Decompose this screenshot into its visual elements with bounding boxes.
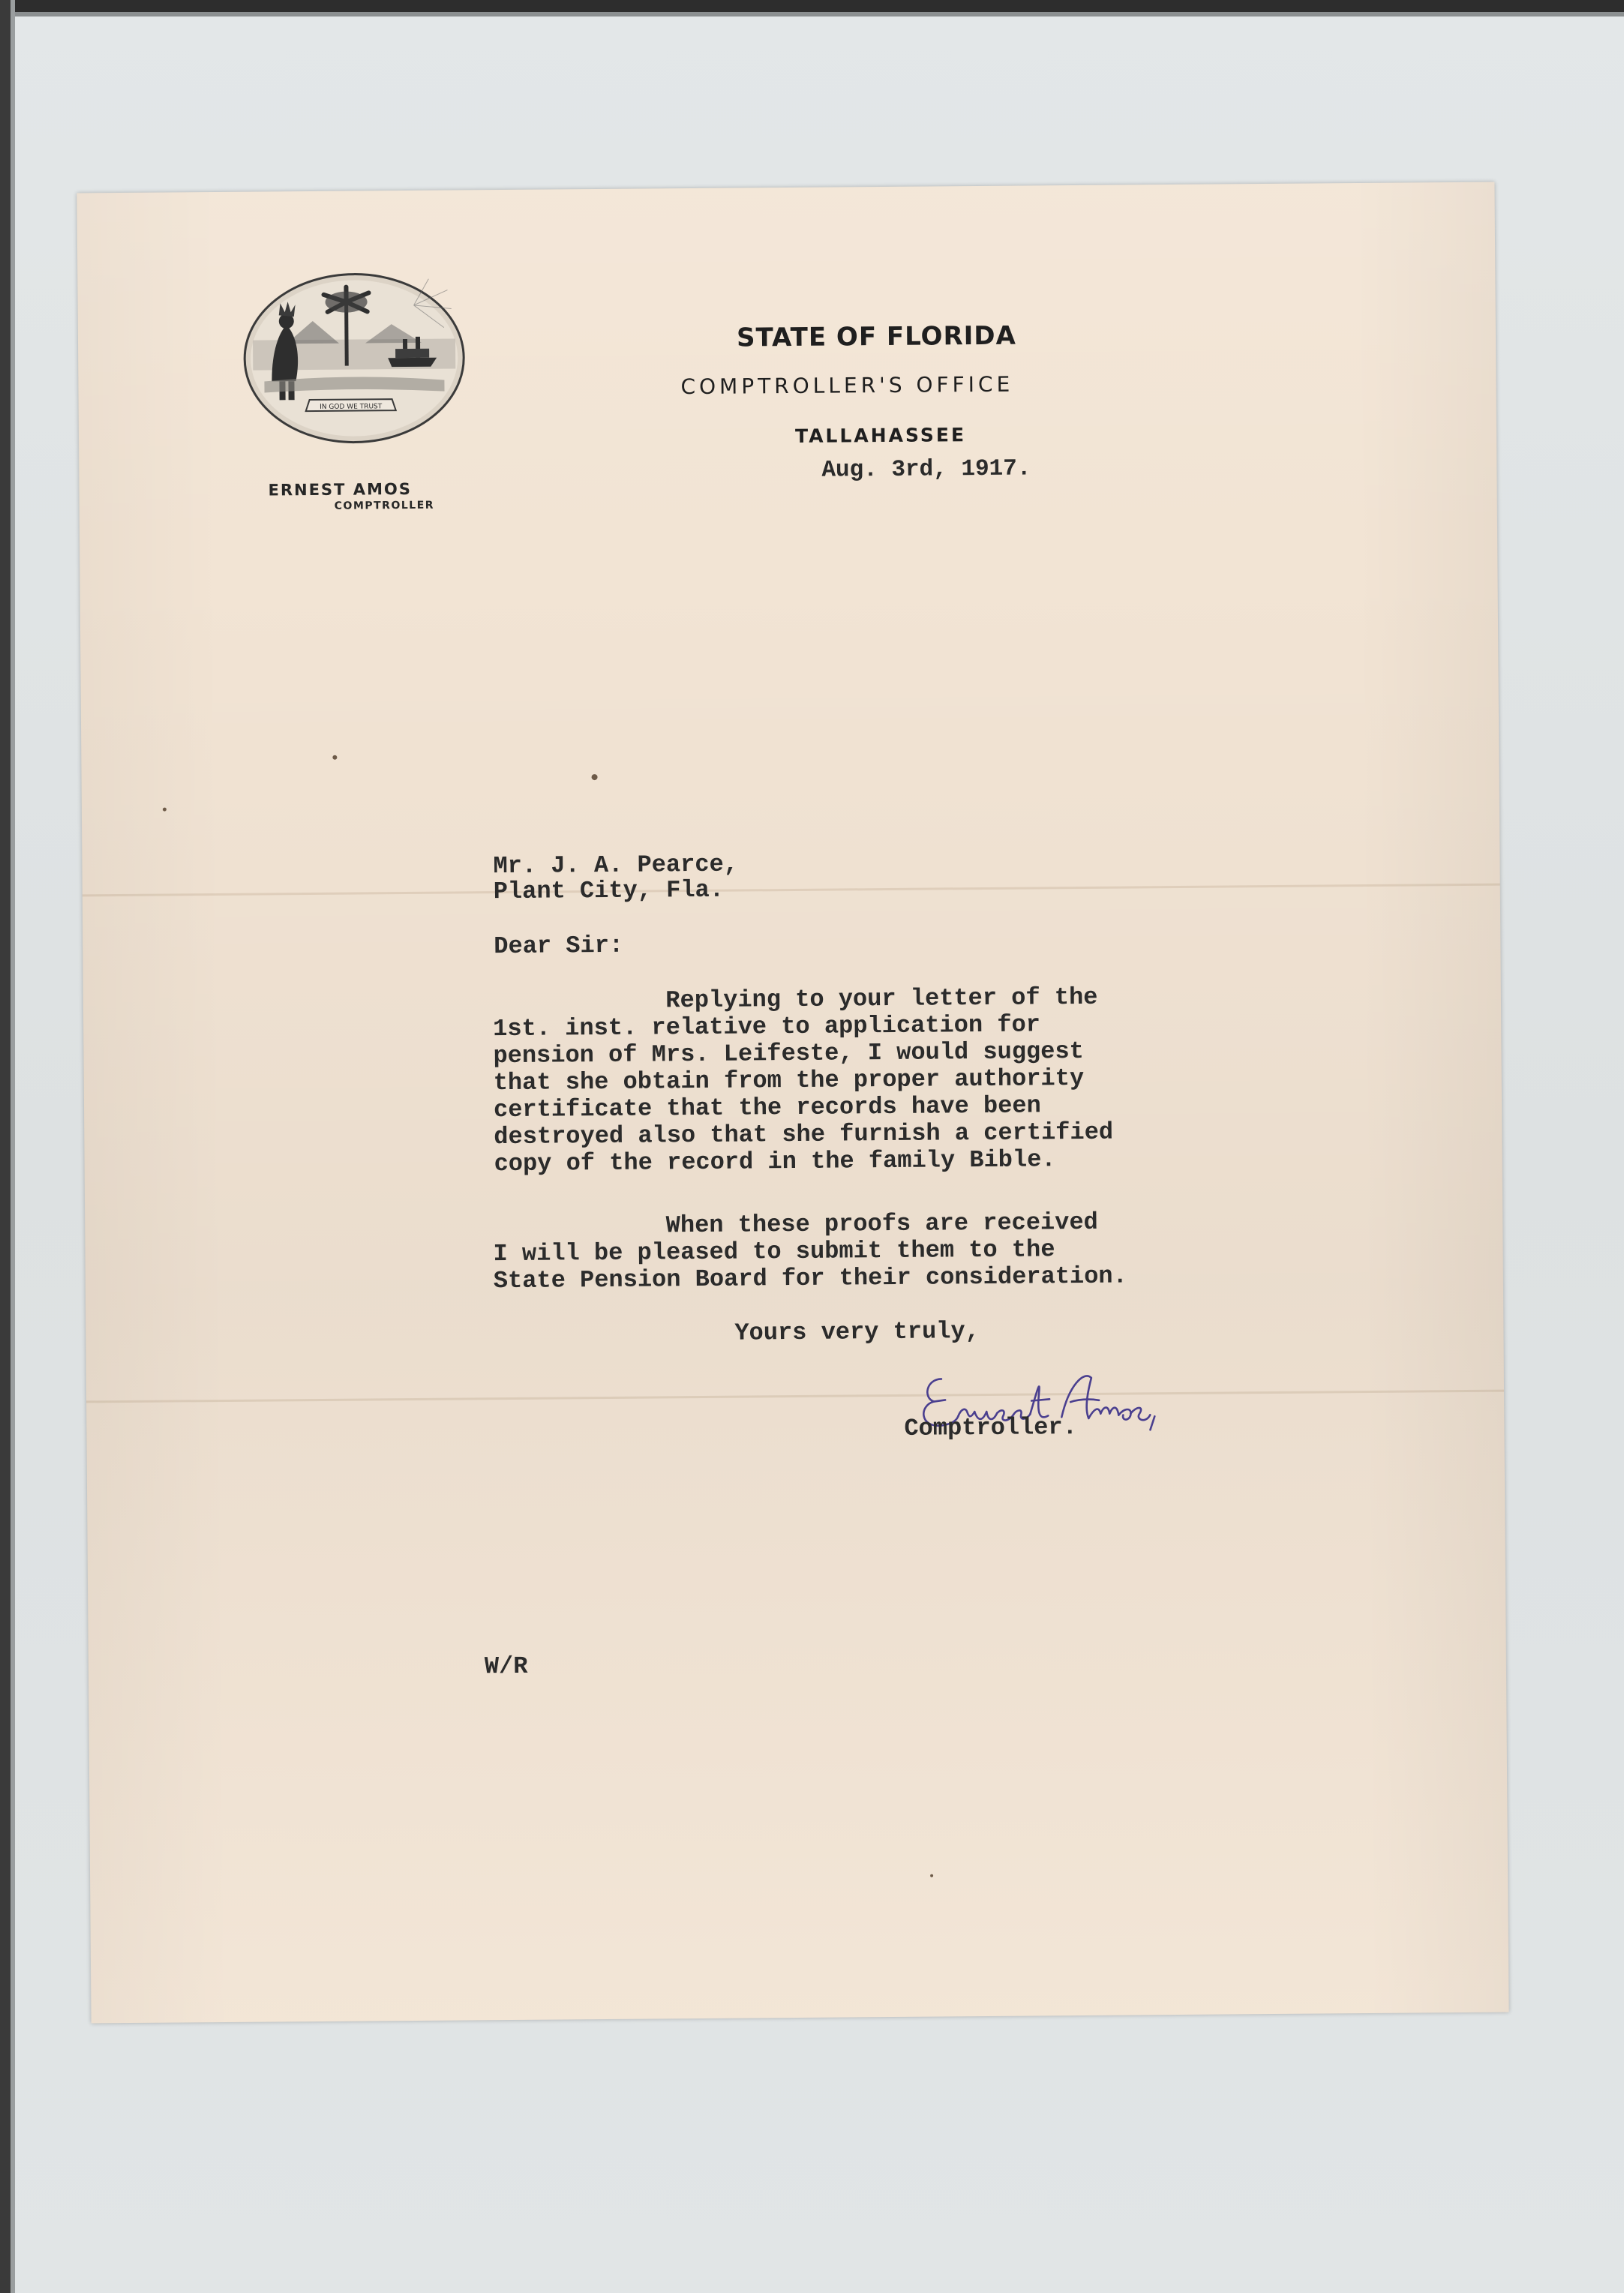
recipient-address: Mr. J. A. Pearce, Plant City, Fla. (493, 850, 739, 906)
signature-text: Ernest Amos, (1106, 1441, 1112, 1442)
body-paragraph-2: When these proofs are received I will be pleased to submit them to the State Pension Board for their consideration. (493, 1208, 1127, 1295)
letterhead-office: COMPTROLLER'S OFFICE (680, 371, 1014, 400)
scan-top-edge (0, 0, 1624, 12)
letter-date: Aug. 3rd, 1917. (821, 455, 1031, 484)
body-paragraph-1: Replying to your letter of the 1st. inst. relative to application for pension of Mrs. Leifeste, I would suggest that she obtain from the proper authority certificate that the records have been destroyed also that she furnish a certified copy of the record in the family Bible. (492, 983, 1114, 1178)
letterhead-city: TALLAHASSEE (794, 424, 967, 447)
letter-page (77, 182, 1508, 2024)
scan-left-edge (0, 0, 11, 2293)
paper-fold (83, 884, 1500, 897)
paper-speck (930, 1874, 933, 1877)
paper-speck (163, 808, 167, 812)
paper-speck (332, 755, 337, 760)
letterhead-state: STATE OF FLORIDA (736, 320, 1017, 353)
signatory-title: Comptroller. (904, 1413, 1077, 1442)
state-seal-image (241, 267, 467, 449)
scan-top-edge-shadow (0, 12, 1624, 17)
paper-speck (592, 774, 598, 780)
typist-initials: W/R (484, 1652, 528, 1681)
scan-left-edge-shadow (11, 0, 15, 2293)
letterhead-comptroller-name: ERNEST AMOS (268, 479, 412, 500)
salutation: Dear Sir: (494, 931, 624, 961)
letterhead-comptroller-title: COMPTROLLER (334, 499, 435, 512)
closing: Yours very truly, (734, 1317, 980, 1347)
seal-motto-text: IN GOD WE TRUST (320, 403, 383, 411)
